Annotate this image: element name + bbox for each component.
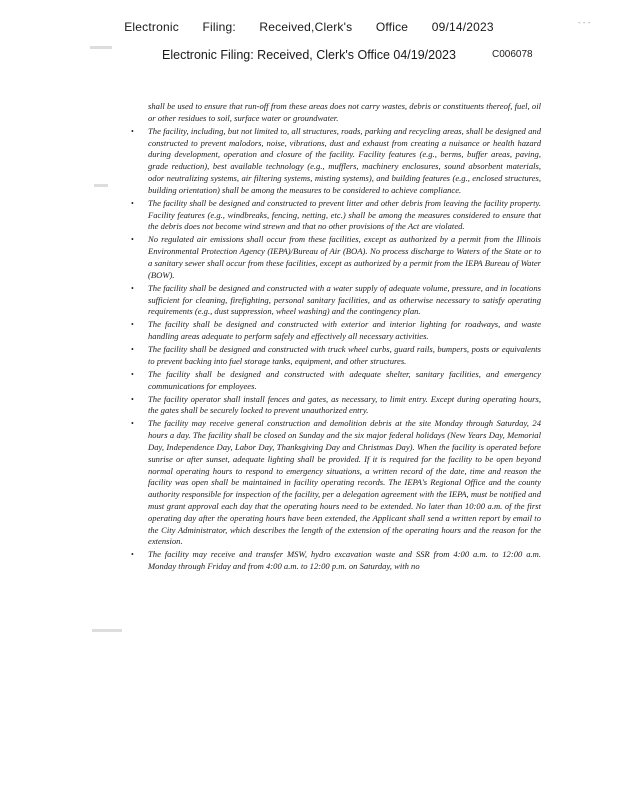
paragraph — [131, 368, 541, 393]
paragraph — [131, 393, 541, 418]
scan-artifact — [90, 46, 112, 49]
paragraph-text: The facility may receive general construction and demolition debris at the site Monday through Saturday, 24 hours a day. The facility shall be closed on Sunday and the six major federal holidays (New Years Day, Memorial Day, Independence Day, Labor Day, Thanksgiving Day and Christmas Day). When the facility is operated before sunrise or after sunset, adequate lighting shall be provided. If it is required for the facility to be open beyond normal operating hours to respond to emergency situations, a written record of the date, time and reason the facility was open shall be maintained in facility operating records. The IEPA's Regional Office and the county authority responsible for inspection of the facility, per a delegation agreement with the IEPA, must be notified and must grant approval each day that the operating hours need to be extended. No later than 10:00 a.m. of the first operating day after the operating hours have been extended, the Applicant shall send a written report by email to the City Administrator, which describes the length of the extension of the operating hours and the reason for the extension. — [148, 418, 541, 547]
bullet-icon: • — [131, 419, 134, 429]
paragraph-text: The facility may receive and transfer MSW, hydro excavation waste and SSR from 4:00 a.m. to 12:00 a.m. Monday through Friday and from 4:00 a.m. to 12:00 p.m. on Saturday, with no — [148, 549, 541, 572]
paragraph-text: The facility shall be designed and constructed with truck wheel curbs, guard rails, bumpers, posts or equivalents to prevent backing into fuel storage tanks, equipment, and other structures. — [148, 344, 541, 366]
bullet-icon: • — [131, 126, 134, 136]
paragraph — [131, 344, 541, 368]
paragraph — [131, 234, 541, 281]
paragraph — [131, 282, 541, 318]
filing-stamp-second: Electronic Filing: Received, Clerk's Office 04/19/2023 — [162, 48, 456, 62]
stamp-part: 09/14/2023 — [431, 20, 494, 34]
paragraph-text: The facility shall be designed and constructed with a water supply of adequate volume, pressure, and in locations sufficient for cleaning, firefighting, personal sanitary facilities, and as otherwise necessary to satisfy operating requirements (e.g., dust suppression, wheel washing) and the contingency plan. — [148, 282, 541, 317]
paragraph-text: No regulated air emissions shall occur from these facilities, except as authorized by a permit from the Illinois Environmental Protection Agency (IEPA)/Bureau of Air (BOA). No process discharge to Waters of the State or to a sanitary sewer shall occur from these facilities, except as authorized by a permit from the IEPA Bureau of Water (BOW). — [148, 234, 541, 280]
scan-artifact — [92, 629, 122, 632]
paragraph — [131, 418, 541, 548]
document-body — [121, 101, 541, 574]
bullet-icon: • — [131, 550, 134, 560]
paragraph-text: shall be used to ensure that run-off from these areas does not carry wastes, debris or constituents thereof, fuel, oil or other residues to soil, surface water or groundwater. — [148, 101, 541, 123]
paragraph — [148, 101, 541, 125]
paragraph — [131, 549, 541, 573]
filing-stamp-top — [0, 20, 618, 34]
bullet-icon: • — [131, 369, 134, 379]
paragraph-text: The facility shall be designed and constructed with exterior and interior lighting for roadways, and waste handling areas adequate to perform safely and effectively all necessary activities. — [148, 319, 541, 342]
scan-artifact — [94, 184, 108, 187]
bullet-icon: • — [131, 198, 134, 208]
paragraph-text: The facility operator shall install fences and gates, as necessary, to limit entry. Except during operating hours, the gates shall be securely locked to prevent unauthorized entry. — [148, 393, 541, 416]
paragraph — [131, 197, 541, 233]
bullet-icon: • — [131, 345, 134, 355]
stamp-part: Electronic — [124, 20, 179, 34]
document-id: C006078 — [492, 49, 533, 60]
bullet-icon: • — [131, 235, 134, 245]
paragraph-text: The facility shall be designed and constructed to prevent litter and other debris from leaving the facility property. Facility features (e.g., windbreaks, fencing, netting, etc.) shall be among the measures considered to ensure that the debris does not become wind strewn and that no other provisions of the Act are violated. — [148, 197, 541, 232]
stamp-part: Received,Clerk's — [259, 20, 353, 34]
stamp-part: Filing: — [202, 20, 236, 34]
stamp-part: Office — [375, 20, 409, 34]
corner-mark: - - - — [578, 18, 591, 27]
paragraph-text: The facility shall be designed and constructed with adequate shelter, sanitary facilities, and emergency communications for employees. — [148, 368, 541, 391]
bullet-icon: • — [131, 394, 134, 404]
paragraph-text: The facility, including, but not limited to, all structures, roads, parking and recycling areas, shall be designed and constructed to prevent malodors, noise, vibrations, dust and exhaust from creating a nuisance or health hazard during development, operation and closure of the facility. Facility features (e.g., berms, buffer areas, paving, grade reduction), best available technology (e.g., mufflers, machinery enclosures, sound absorbent materials, odor neutralizing systems, air filtering systems, misting systems), and building features (e.g., enclosed structures, building orientation) shall be among the measures to be considered to achieve compliance. — [148, 125, 541, 195]
bullet-icon: • — [131, 320, 134, 330]
paragraph — [131, 319, 541, 343]
paragraph — [131, 125, 541, 197]
bullet-icon: • — [131, 283, 134, 293]
